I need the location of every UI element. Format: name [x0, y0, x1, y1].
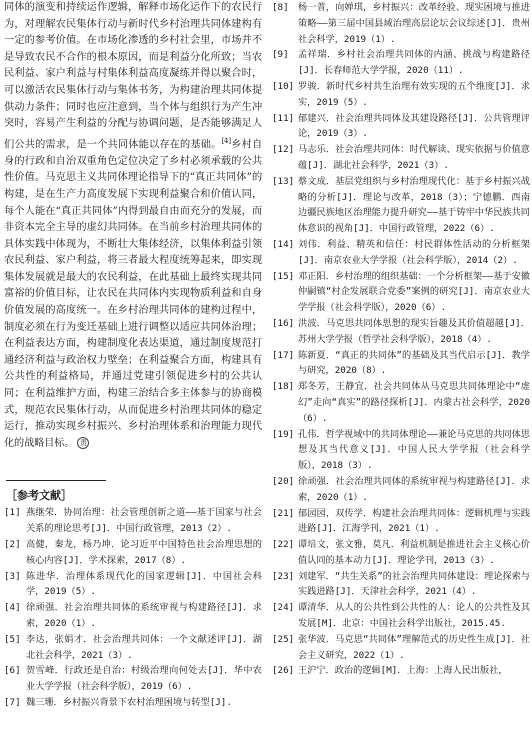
reference-text: 魏三珊．乡村振兴背景下农村治理困境与转型[J].	[26, 696, 232, 708]
reference-text: 蔡文成．基层党组织与乡村治理现代化：基于乡村振兴战略的分析[J]．理论与改革，2018（3）；宁德鹏．西南边疆民族地区治理能力提升研究——基于铸牢中华民族共同体意识的视角[J]．中国行政管理，2022（6）.	[298, 175, 530, 235]
reference-number: [14]	[272, 238, 295, 250]
reference-text: 郁建兴．社会治理共同体及其建设路径[J]．公共管理评论，2019（3）.	[298, 112, 530, 140]
reference-text: 邓正阳．乡村治理的组织基础：一个分析框架——基于安徽仲嗣镇“村企发展联合党委”案例的研究[J]．南京农业大学学报（社会科学版），2020（6）.	[298, 270, 530, 314]
reference-number: [23]	[272, 570, 295, 582]
references-title: ［参考文献］	[6, 489, 72, 503]
reference-number: [8]	[272, 2, 289, 13]
reference-number: [21]	[272, 507, 295, 519]
reference-number: [5]	[4, 633, 21, 645]
reference-number: [15]	[272, 270, 295, 282]
reference-text: 徐顽强．社会治理共同体的系统审视与构建路径[J]．求索，2020（1）.	[298, 475, 530, 503]
reference-item	[272, 632, 530, 664]
reference-number: [13]	[272, 175, 295, 187]
reference-item	[272, 663, 530, 679]
reference-text: 燕继荣．协同治理：社会管理创新之道——基于国家与社会关系的理论思考[J]．中国行政管理，2013（2）.	[26, 507, 262, 535]
reference-number: [3]	[4, 570, 21, 582]
reference-text: 马志乐．社会治理共同体：时代解读、现实依据与价值意蕴[J]．湖北社会科学，2021（3）.	[298, 144, 530, 171]
reference-number: [2]	[4, 539, 21, 551]
reference-text: 郑冬芳，王静宜．社会共同体从马克思共同体理论中“虚幻”走向“真实”的路径探析[J]．内蒙古社会科学，2020（6）.	[298, 381, 530, 424]
reference-item	[272, 316, 530, 348]
reference-number: [11]	[272, 112, 295, 124]
reference-number: [4]	[4, 602, 21, 614]
reference-text: 李达，张娟才．社会治理共同体：一个文献述评[J]．湖北社会科学，2021（3）.	[26, 633, 262, 661]
reference-number: [12]	[272, 144, 295, 156]
references-divider	[6, 480, 106, 481]
reference-text: 罗骏．新时代乡村共生治理有效实现的五个维度[J]．求实，2019（5）.	[298, 80, 530, 108]
reference-text: 谭清华．从人的公共性到公共性的人：论人的公共性及其发展[M]．北京：中国社会科学出版社，2015.45.	[298, 602, 530, 630]
reference-item	[272, 569, 530, 601]
reference-item	[272, 600, 530, 632]
reference-list-left	[4, 505, 262, 710]
reference-item	[272, 537, 530, 569]
reference-text: 陈进华．治理体系现代化的国家逻辑[J]．中国社会科学，2019（5）.	[26, 570, 262, 598]
reference-item	[272, 474, 530, 506]
reference-number: [25]	[272, 633, 295, 645]
reference-text: 陈新夏．“真正的共同体”的基础及其当代启示[J]．教学与研究，2020（8）.	[298, 349, 530, 377]
reference-item	[4, 537, 262, 569]
reference-number: [18]	[272, 381, 295, 393]
body-paragraph-1: 同体的演变和持续运作逻辑，解释市场化运作下的农民行为，对理解农民集体行动与新时代乡村治理共同体建构有一定的参考价值。在市场化渗透的乡村社会里，市场并不是导致农民不合作的根本原因，而是利益分化所致；当农民利益、家户利益与村集体利益高度凝练并得以聚合时，可以激活农民集体行动与集体书务，为构建治理共同体提供动力条件；同时也应注意到，当个体与组织行为产生冲突时，容易产生利益的分配与协调问题，是否能够满足人们公共的需求，是一个共同体能以存在的基础。	[4, 2, 262, 151]
reference-list-right	[272, 0, 530, 679]
reference-item	[272, 47, 530, 79]
reference-text: 张华波．马克思“共同体”理解范式的历史性生成[J]．社会主义研究，2022（1）.	[298, 633, 530, 661]
right-column	[272, 0, 530, 679]
article-body	[4, 0, 262, 452]
reference-number: [16]	[272, 317, 295, 329]
reference-text: 王沪宁．政治的逻辑[M]．上海：上海人民出版社，	[298, 665, 508, 677]
reference-text: 高健，秦龙，杨乃坤．论习近平中国特色社会治理思想的核心内容[J]．学术探索，2017（8）.	[26, 539, 262, 566]
reference-item	[272, 142, 530, 174]
reference-text: 贺雪峰．行政还是自治：村级治理向何处去[J]．华中农业大学学报（社会科学版），2019（6）.	[26, 665, 262, 693]
reference-number: [7]	[4, 696, 21, 708]
reference-text: 刘建军．“共生关系”的社会治理共同体建设：理论探索与实践进路[J]．天津社会科学，2021（4）.	[298, 570, 530, 598]
reference-item	[4, 505, 262, 537]
reference-item	[272, 506, 530, 538]
reference-item	[272, 379, 530, 426]
reference-item	[4, 695, 262, 711]
reference-number: [22]	[272, 539, 295, 551]
reference-item	[272, 111, 530, 143]
reference-text: 洪波．马克思共同体思想的现实旨趣及其价值超越[J]．苏州大学学报（哲学社会科学版），2018（4）.	[298, 317, 530, 345]
reference-item	[4, 663, 262, 695]
reference-item	[272, 427, 530, 474]
citation-marker: [4]	[221, 136, 231, 145]
reference-number: [17]	[272, 349, 295, 361]
left-column	[4, 0, 262, 711]
reference-number: [9]	[272, 49, 289, 61]
end-mark-icon: 责	[77, 437, 89, 449]
reference-item	[272, 269, 530, 316]
body-paragraph-2: 乡村自身的行政和自治双重角色定位决定了乡村必须承载的公共性价值。马克思主义共同体理论指导下的“真正共同体”的构建，是在生产力高度发展下实现利益聚合和价值认同，每个人能在“真正共同体”内得到最自由而充分的发展，而非资本完全主导的虚幻共同体。在当前乡村治理共同体的具体实践中体现为，不断壮大集体经济，以集体利益引领农民利益、家户利益，将三者最大程度统筹起来，即实现集体发展就是最大的农民利益，在此基础上最终实现共同富裕的价值目标，让农民在共同体内实现物质利益和自身价值发展的高度统一。在乡村治理共同体的建构过程中，制度必须在行为变迁基础上进行调整以适应共同体治理；在利益表达方面，构建制度化表达渠道，通过制度规范打通经济利益与政治权力壁垒；在利益聚合方面，构建具有公共性的利益格局，并通过党建引领促进乡村的公共认同；在利益维护方面，构建三治结合多主体参与的协商模式，规范农民集体行动，从而促进乡村治理共同体的稳定运行，推动实现乡村振兴、乡村治理体系和治理能力现代化的战略目标。	[4, 139, 262, 449]
reference-text: 孔伟．哲学视域中的共同体理论——兼论马克思的共同体思想及其当代意义[J]．中国人民大学学报（社会科学版），2018（3）.	[298, 428, 530, 472]
reference-item	[272, 174, 530, 237]
reference-text: 刘伟．利益、精英和信任：村民群体性活动的分析框架[J]．南京农业大学学报（社会科学版），2014（2）.	[298, 238, 530, 266]
reference-text: 谭培文，张文雅，莫凡．利益机制是推进社会主义核心价值认同的基本动力[J]．理论学刊，2013（3）.	[298, 539, 530, 566]
reference-text: 孟祥瑞．乡村社会治理共同体的内涵、挑战与构建路径[J]．长春师范大学学报，2020（11）.	[298, 49, 530, 77]
reference-number: [19]	[272, 428, 295, 440]
reference-number: [6]	[4, 665, 21, 677]
reference-text: 郁园园，双传学．构建社会治理共同体：逻辑机理与实践进路[J]．江海学刊，2021（1）.	[298, 507, 530, 535]
reference-number: [1]	[4, 507, 21, 519]
reference-item	[4, 569, 262, 601]
reference-item	[272, 348, 530, 380]
reference-number: [24]	[272, 602, 295, 614]
reference-item	[4, 632, 262, 664]
reference-text: 徐顽强．社会治理共同体的系统审视与构建路径[J]．求索，2020（1）.	[26, 602, 262, 629]
reference-number: [10]	[272, 80, 295, 92]
reference-item	[272, 79, 530, 111]
reference-number: [26]	[272, 665, 295, 677]
reference-text: 杨一普，向婵琪，乡村振兴：改革经验、现实困境与推进策略——第三届中国县域治理高层论坛会议综述[J]．贵州社会科学，2019（1）.	[298, 2, 530, 45]
reference-item	[272, 237, 530, 269]
reference-item	[272, 0, 530, 47]
reference-item	[4, 600, 262, 632]
reference-number: [20]	[272, 475, 295, 487]
